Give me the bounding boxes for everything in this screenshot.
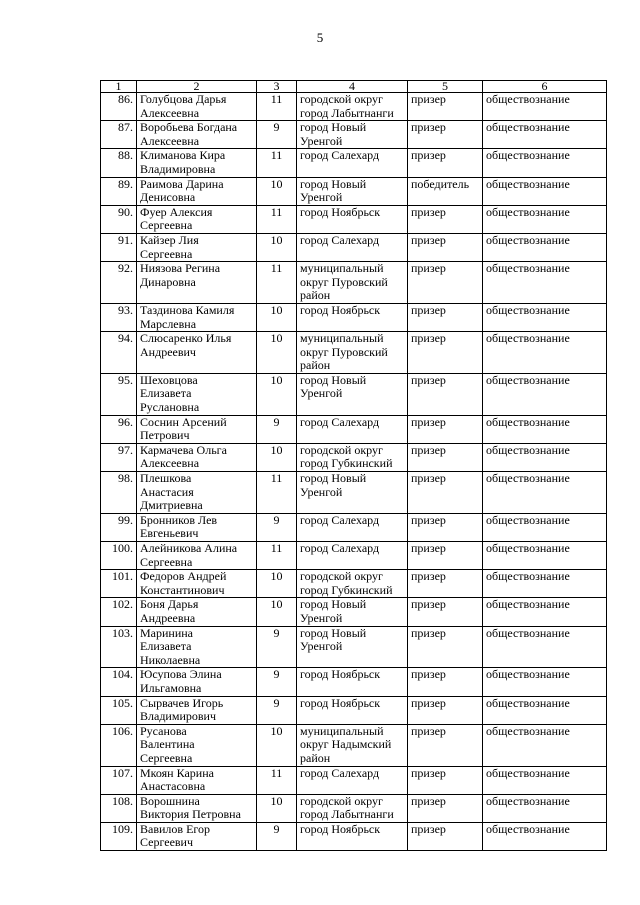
- row-number: 86.: [101, 93, 137, 121]
- status-cell: призер: [408, 542, 483, 570]
- participant-name-line: Фуер Алексия: [140, 204, 213, 219]
- status-cell: призер: [408, 598, 483, 626]
- participant-name-line: Сергеевна: [140, 554, 193, 569]
- municipality-cell-line: город Лабытнанги: [300, 105, 394, 120]
- table-row: [101, 626, 607, 668]
- municipality-cell-line: район: [300, 358, 331, 373]
- participant-name-line: Раимова Дарина: [140, 176, 224, 191]
- municipality-cell: [297, 696, 408, 724]
- participant-name: [137, 373, 257, 415]
- table-row: [101, 177, 607, 205]
- participant-name-line: Евгеньевич: [140, 526, 199, 541]
- subject-cell: обществознание: [483, 598, 607, 626]
- row-number: 89.: [101, 177, 137, 205]
- table-row: [101, 696, 607, 724]
- municipality-cell: [297, 766, 408, 794]
- municipality-cell: [297, 598, 408, 626]
- status-cell: призер: [408, 233, 483, 261]
- grade-cell: 10: [257, 724, 297, 766]
- municipality-cell: [297, 332, 408, 374]
- municipality-cell: [297, 121, 408, 149]
- grade-cell: 10: [257, 233, 297, 261]
- subject-cell: обществознание: [483, 570, 607, 598]
- participant-name-line: Федоров Андрей: [140, 569, 227, 584]
- grade-cell: 9: [257, 513, 297, 541]
- table-row: [101, 822, 607, 850]
- municipality-cell-line: город Ноябрьск: [300, 667, 381, 682]
- status-cell: призер: [408, 472, 483, 514]
- participant-name-line: Соснин Арсений: [140, 414, 227, 429]
- table-row: [101, 513, 607, 541]
- subject-cell: обществознание: [483, 303, 607, 331]
- participant-name-line: Алексеевна: [140, 456, 200, 471]
- participant-name-line: Кайзер Лия: [140, 232, 199, 247]
- status-cell: призер: [408, 205, 483, 233]
- subject-cell: обществознание: [483, 415, 607, 443]
- participant-name-line: Андреевич: [140, 344, 196, 359]
- participant-name: [137, 626, 257, 668]
- row-number: 105.: [101, 696, 137, 724]
- subject-cell: обществознание: [483, 443, 607, 471]
- row-number: 104.: [101, 668, 137, 696]
- participant-name-line: Климанова Кира: [140, 148, 226, 163]
- participant-name-line: Маринина: [140, 625, 194, 640]
- status-cell: призер: [408, 570, 483, 598]
- municipality-cell-line: округ Надымский: [300, 737, 392, 752]
- status-cell: призер: [408, 303, 483, 331]
- table-row: [101, 205, 607, 233]
- row-number: 103.: [101, 626, 137, 668]
- participant-name-line: Сергеевич: [140, 835, 194, 850]
- municipality-cell-line: город Лабытнанги: [300, 807, 394, 822]
- participant-name: [137, 542, 257, 570]
- table-row: [101, 443, 607, 471]
- subject-cell: обществознание: [483, 513, 607, 541]
- subject-cell: обществознание: [483, 233, 607, 261]
- municipality-cell-line: город Ноябрьск: [300, 302, 381, 317]
- municipality-cell: [297, 149, 408, 177]
- header-cell: 5: [408, 81, 483, 93]
- participant-name-line: Алейникова Алина: [140, 541, 238, 555]
- row-number: 99.: [101, 513, 137, 541]
- municipality-cell-line: город Салехард: [300, 541, 380, 555]
- participant-name-line: Слюсаренко Илья: [140, 331, 232, 346]
- subject-cell: обществознание: [483, 472, 607, 514]
- participant-name-line: Динаровна: [140, 274, 196, 289]
- status-cell: призер: [408, 262, 483, 304]
- participant-name-line: Таздинова Камиля: [140, 302, 235, 317]
- municipality-cell: [297, 472, 408, 514]
- municipality-cell: [297, 205, 408, 233]
- grade-cell: 11: [257, 93, 297, 121]
- grade-cell: 11: [257, 205, 297, 233]
- subject-cell: обществознание: [483, 542, 607, 570]
- participant-name-line: Петрович: [140, 428, 190, 443]
- subject-cell: обществознание: [483, 121, 607, 149]
- participant-name: [137, 177, 257, 205]
- subject-cell: обществознание: [483, 205, 607, 233]
- subject-cell: обществознание: [483, 696, 607, 724]
- participant-name: [137, 149, 257, 177]
- municipality-cell-line: район: [300, 288, 331, 303]
- participant-name: [137, 415, 257, 443]
- municipality-cell-line: Уренгой: [300, 610, 343, 625]
- municipality-cell-line: город Новый: [300, 176, 367, 191]
- status-cell: призер: [408, 822, 483, 850]
- row-number: 94.: [101, 332, 137, 374]
- header-cell: 3: [257, 81, 297, 93]
- subject-cell: обществознание: [483, 332, 607, 374]
- participant-name-line: Вавилов Егор: [140, 821, 211, 836]
- participant-name-line: Дмитриевна: [140, 498, 203, 513]
- participant-name-line: Сырвачев Игорь: [140, 695, 224, 710]
- participant-name: [137, 472, 257, 514]
- municipality-cell-line: город Салехард: [300, 765, 380, 780]
- participant-name: [137, 598, 257, 626]
- participant-name-line: Марслевна: [140, 316, 197, 331]
- row-number: 96.: [101, 415, 137, 443]
- participant-name: [137, 570, 257, 598]
- row-number: 92.: [101, 262, 137, 304]
- header-cell: 6: [483, 81, 607, 93]
- municipality-cell: [297, 262, 408, 304]
- participant-name-line: Денисовна: [140, 190, 196, 205]
- participant-name-line: Николаевна: [140, 652, 201, 667]
- table-row: [101, 415, 607, 443]
- municipality-cell-line: город Салехард: [300, 512, 380, 527]
- status-cell: призер: [408, 626, 483, 668]
- grade-cell: 11: [257, 766, 297, 794]
- subject-cell: обществознание: [483, 93, 607, 121]
- municipality-cell-line: городской округ: [300, 442, 383, 457]
- grade-cell: 10: [257, 303, 297, 331]
- municipality-cell: [297, 822, 408, 850]
- municipality-cell: [297, 93, 408, 121]
- page-number: 5: [316, 30, 324, 45]
- municipality-cell: [297, 177, 408, 205]
- participant-name: [137, 822, 257, 850]
- table-row: [101, 794, 607, 822]
- status-cell: призер: [408, 513, 483, 541]
- status-cell: призер: [408, 696, 483, 724]
- municipality-cell-line: Уренгой: [300, 484, 343, 499]
- participant-name-line: Елизавета: [140, 639, 192, 654]
- municipality-cell: [297, 303, 408, 331]
- row-number: 91.: [101, 233, 137, 261]
- subject-cell: обществознание: [483, 668, 607, 696]
- municipality-cell-line: городской округ: [300, 569, 383, 584]
- participant-name-line: Анастасовна: [140, 779, 206, 794]
- header-cell: 2: [137, 81, 257, 93]
- participant-name: [137, 794, 257, 822]
- participant-name-line: Константинович: [140, 582, 225, 597]
- status-cell: призер: [408, 415, 483, 443]
- municipality-cell: [297, 668, 408, 696]
- municipality-cell-line: город Новый: [300, 471, 367, 486]
- municipality-cell-line: Уренгой: [300, 386, 343, 401]
- municipality-cell-line: город Ноябрьск: [300, 204, 381, 219]
- subject-cell: обществознание: [483, 626, 607, 668]
- participant-name-line: Бронников Лев: [140, 512, 218, 527]
- grade-cell: 11: [257, 149, 297, 177]
- status-cell: призер: [408, 668, 483, 696]
- participant-name-line: Сергеевна: [140, 218, 193, 233]
- municipality-cell-line: город Салехард: [300, 148, 380, 163]
- municipality-cell-line: муниципальный: [300, 261, 384, 276]
- row-number: 98.: [101, 472, 137, 514]
- municipality-cell-line: город Губкинский: [300, 456, 393, 471]
- subject-cell: обществознание: [483, 177, 607, 205]
- table-row: [101, 724, 607, 766]
- participant-name-line: Алексеевна: [140, 133, 200, 148]
- municipality-cell-line: муниципальный: [300, 331, 384, 346]
- grade-cell: 9: [257, 626, 297, 668]
- grade-cell: 10: [257, 570, 297, 598]
- row-number: 102.: [101, 598, 137, 626]
- grade-cell: 11: [257, 542, 297, 570]
- participant-name-line: Ворошнина: [140, 793, 200, 808]
- municipality-cell: [297, 542, 408, 570]
- participant-name-line: Кармачева Ольга: [140, 442, 227, 457]
- municipality-cell: [297, 233, 408, 261]
- participant-name: [137, 121, 257, 149]
- grade-cell: 10: [257, 443, 297, 471]
- row-number: 101.: [101, 570, 137, 598]
- table-row: [101, 332, 607, 374]
- participant-name: [137, 205, 257, 233]
- municipality-cell-line: город Салехард: [300, 414, 380, 429]
- row-number: 90.: [101, 205, 137, 233]
- row-number: 100.: [101, 542, 137, 570]
- participant-name-line: Анастасия: [140, 484, 194, 499]
- participant-name: [137, 724, 257, 766]
- grade-cell: 10: [257, 598, 297, 626]
- participant-name-line: Елизавета: [140, 386, 192, 401]
- grade-cell: 10: [257, 332, 297, 374]
- table-row: [101, 121, 607, 149]
- status-cell: призер: [408, 121, 483, 149]
- municipality-cell-line: Уренгой: [300, 639, 343, 654]
- status-cell: призер: [408, 149, 483, 177]
- status-cell: призер: [408, 373, 483, 415]
- participant-name-line: Владимирович: [140, 709, 216, 724]
- participant-name-line: Сергеевна: [140, 246, 193, 261]
- participant-name: [137, 513, 257, 541]
- municipality-cell-line: округ Пуровский: [300, 274, 388, 289]
- municipality-cell-line: муниципальный: [300, 723, 384, 738]
- municipality-cell: [297, 794, 408, 822]
- row-number: 106.: [101, 724, 137, 766]
- table-row: [101, 233, 607, 261]
- municipality-cell: [297, 570, 408, 598]
- participant-name: [137, 303, 257, 331]
- municipality-cell: [297, 626, 408, 668]
- participant-name-line: Виктория Петровна: [140, 807, 241, 822]
- grade-cell: 11: [257, 472, 297, 514]
- participant-name-line: Голубцова Дарья: [140, 92, 227, 106]
- participant-name-line: Руслановна: [140, 400, 200, 415]
- table-row: [101, 668, 607, 696]
- status-cell: призер: [408, 443, 483, 471]
- participant-name: [137, 93, 257, 121]
- municipality-cell-line: город Губкинский: [300, 582, 393, 597]
- municipality-cell: [297, 443, 408, 471]
- row-number: 88.: [101, 149, 137, 177]
- row-number: 97.: [101, 443, 137, 471]
- municipality-cell: [297, 373, 408, 415]
- table-body: [101, 93, 607, 851]
- status-cell: призер: [408, 766, 483, 794]
- subject-cell: обществознание: [483, 262, 607, 304]
- table-row: [101, 262, 607, 304]
- participant-name-line: Юсупова Элина: [140, 667, 222, 682]
- municipality-cell-line: район: [300, 750, 331, 765]
- row-number: 107.: [101, 766, 137, 794]
- grade-cell: 9: [257, 668, 297, 696]
- subject-cell: обществознание: [483, 822, 607, 850]
- table-row: [101, 542, 607, 570]
- row-number: 109.: [101, 822, 137, 850]
- table-row: [101, 303, 607, 331]
- status-cell: призер: [408, 724, 483, 766]
- status-cell: призер: [408, 332, 483, 374]
- participant-name: [137, 332, 257, 374]
- table-row: [101, 766, 607, 794]
- municipality-cell-line: Уренгой: [300, 190, 343, 205]
- municipality-cell-line: город Салехард: [300, 232, 380, 247]
- header-row: [101, 81, 607, 93]
- row-number: 93.: [101, 303, 137, 331]
- grade-cell: 9: [257, 696, 297, 724]
- table-row: [101, 472, 607, 514]
- grade-cell: 9: [257, 415, 297, 443]
- municipality-cell: [297, 513, 408, 541]
- municipality-cell-line: городской округ: [300, 793, 383, 808]
- subject-cell: обществознание: [483, 766, 607, 794]
- municipality-cell-line: город Новый: [300, 625, 367, 640]
- table-row: [101, 373, 607, 415]
- participant-name: [137, 233, 257, 261]
- table-row: [101, 93, 607, 121]
- table-row: [101, 598, 607, 626]
- subject-cell: обществознание: [483, 794, 607, 822]
- row-number: 108.: [101, 794, 137, 822]
- grade-cell: 11: [257, 262, 297, 304]
- participant-name-line: Алексеевна: [140, 105, 200, 120]
- participant-name-line: Сергеевна: [140, 750, 193, 765]
- grade-cell: 10: [257, 794, 297, 822]
- grade-cell: 10: [257, 177, 297, 205]
- municipality-cell-line: Уренгой: [300, 133, 343, 148]
- status-cell: победитель: [408, 177, 483, 205]
- participant-name-line: Ильгамовна: [140, 680, 202, 695]
- participant-name: [137, 262, 257, 304]
- participant-name-line: Ниязова Регина: [140, 261, 221, 276]
- participant-name-line: Валентина: [140, 737, 195, 752]
- municipality-cell-line: город Ноябрьск: [300, 821, 381, 836]
- participant-name-line: Воробьева Богдана: [140, 120, 238, 135]
- subject-cell: обществознание: [483, 149, 607, 177]
- municipality-cell: [297, 724, 408, 766]
- table-row: [101, 570, 607, 598]
- participant-name-line: Андреевна: [140, 610, 196, 625]
- participant-name-line: Шеховцова: [140, 372, 198, 387]
- municipality-cell: [297, 415, 408, 443]
- municipality-cell-line: город Новый: [300, 597, 367, 612]
- participant-name: [137, 443, 257, 471]
- header-cell: 4: [297, 81, 408, 93]
- participant-name-line: Плешкова: [140, 471, 192, 486]
- municipality-cell-line: город Новый: [300, 120, 367, 135]
- row-number: 87.: [101, 121, 137, 149]
- municipality-cell-line: город Ноябрьск: [300, 695, 381, 710]
- municipality-cell-line: город Новый: [300, 372, 367, 387]
- participant-name-line: Владимировна: [140, 161, 216, 176]
- grade-cell: 9: [257, 822, 297, 850]
- status-cell: призер: [408, 794, 483, 822]
- header-cell: 1: [101, 81, 137, 93]
- participant-name-line: Боня Дарья: [140, 597, 199, 612]
- table-row: [101, 149, 607, 177]
- municipality-cell-line: городской округ: [300, 92, 383, 106]
- subject-cell: обществознание: [483, 724, 607, 766]
- subject-cell: обществознание: [483, 373, 607, 415]
- status-cell: призер: [408, 93, 483, 121]
- participant-name: [137, 766, 257, 794]
- results-table: [100, 80, 607, 851]
- participant-name: [137, 668, 257, 696]
- grade-cell: 10: [257, 373, 297, 415]
- grade-cell: 9: [257, 121, 297, 149]
- participant-name: [137, 696, 257, 724]
- row-number: 95.: [101, 373, 137, 415]
- participant-name-line: Русанова: [140, 723, 187, 738]
- participant-name-line: Мкоян Карина: [140, 765, 214, 780]
- municipality-cell-line: округ Пуровский: [300, 344, 388, 359]
